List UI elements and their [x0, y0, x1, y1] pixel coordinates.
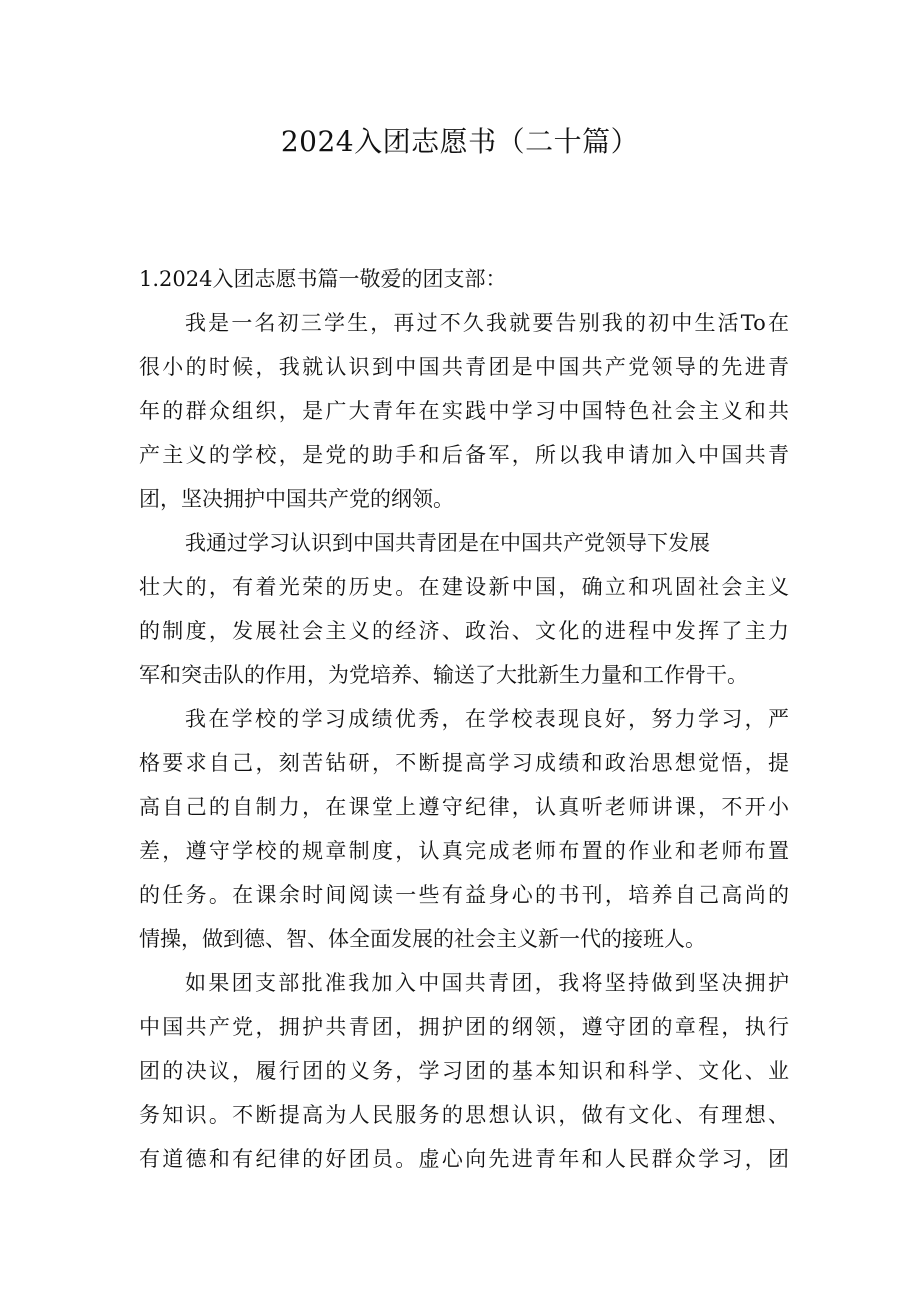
document-body: [139, 257, 789, 1181]
paragraph-line: 很小的时候，我就认识到中国共青团是中国共产党领导的先进青: [139, 355, 789, 379]
paragraph-line: 军和突击队的作用，为党培养、输送了大批新生力量和工作骨干。: [139, 663, 748, 687]
paragraph-line: 情操，做到德、智、体全面发展的社会主义新一代的接班人。: [139, 927, 706, 951]
paragraph-line: 格要求自己，刻苦钻研，不断提高学习成绩和政治思想觉悟，提: [139, 751, 789, 775]
paragraph-line: 我通过学习认识到中国共青团是在中国共产党领导下发展: [185, 531, 710, 555]
paragraph-line: 团的决议，履行团的义务，学习团的基本知识和科学、文化、业: [139, 1059, 789, 1083]
paragraph-line: 差，遵守学校的规章制度，认真完成老师布置的作业和老师布置: [139, 839, 789, 863]
paragraph-line: 我是一名初三学生，再过不久我就要告别我的初中生活To在: [185, 311, 789, 335]
paragraph-line: 产主义的学校，是党的助手和后备军，所以我申请加入中国共青: [139, 443, 789, 467]
paragraph: [139, 521, 789, 697]
paragraph-line: 如果团支部批准我加入中国共青团，我将坚持做到坚决拥护: [185, 971, 789, 995]
paragraph: [139, 301, 789, 521]
paragraph: [139, 961, 789, 1181]
paragraph-line: 壮大的，有着光荣的历史。在建设新中国，确立和巩固社会主义: [139, 575, 789, 599]
paragraph-line: 中国共产党，拥护共青团，拥护团的纲领，遵守团的章程，执行: [139, 1015, 789, 1039]
paragraph: [139, 697, 789, 961]
paragraph-line: 团，坚决拥护中国共产党的纲领。: [139, 487, 454, 511]
paragraph-line: 年的群众组织，是广大青年在实践中学习中国特色社会主义和共: [139, 399, 789, 423]
paragraph-line: 的任务。在课余时间阅读一些有益身心的书刊，培养自己高尚的: [139, 883, 789, 907]
paragraph-line: 的制度，发展社会主义的经济、政治、文化的进程中发挥了主力: [139, 619, 789, 643]
paragraph-line: 有道德和有纪律的好团员。虚心向先进青年和人民群众学习，团: [139, 1147, 789, 1171]
paragraph-line: 务知识。不断提高为人民服务的思想认识，做有文化、有理想、: [139, 1103, 789, 1127]
paragraph-line: 我在学校的学习成绩优秀，在学校表现良好，努力学习，严: [185, 707, 789, 731]
paragraph-line: 高自己的自制力，在课堂上遵守纪律，认真听老师讲课，不开小: [139, 795, 789, 819]
letter-heading: 1.2024入团志愿书篇一敬爱的团支部：: [139, 267, 507, 291]
document-title: 2024入团志愿书（二十篇）: [280, 125, 640, 158]
